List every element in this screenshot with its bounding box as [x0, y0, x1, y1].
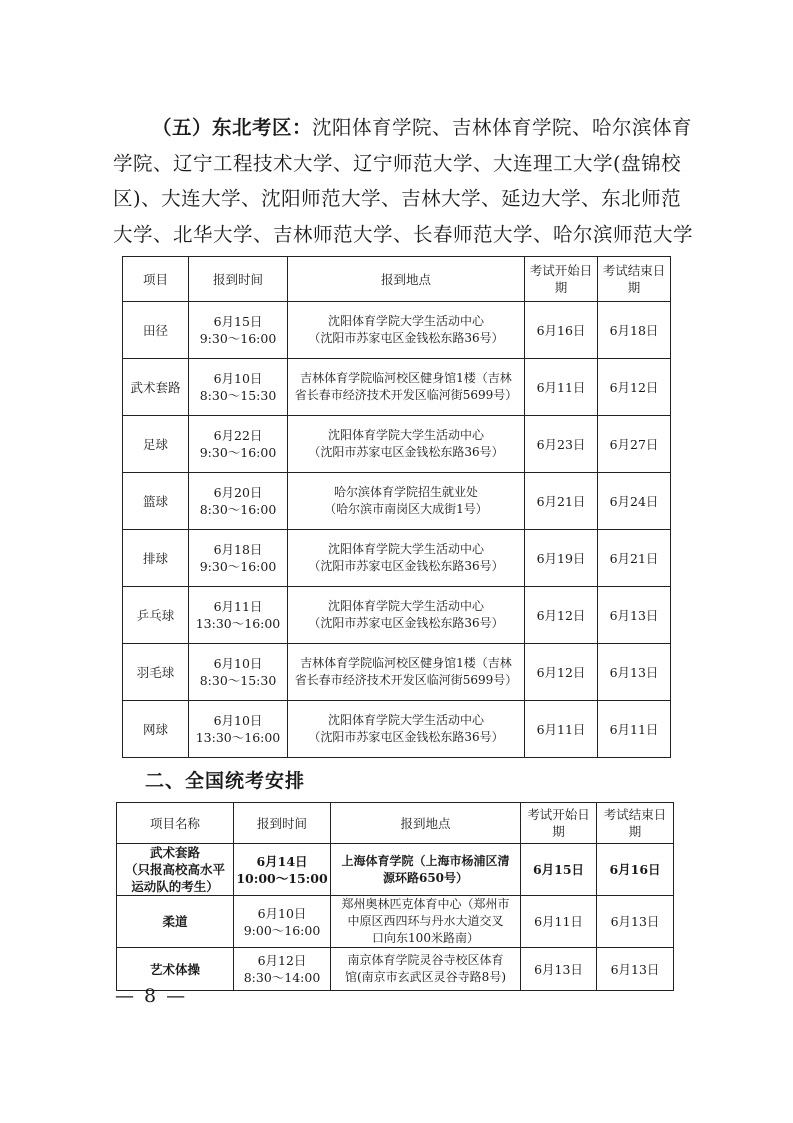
table-row [117, 948, 674, 991]
exam-start-date: 6月19日 [536, 550, 586, 566]
cell-item [117, 896, 234, 948]
table-row [123, 416, 671, 473]
checkin-hours: 13:30～16:00 [195, 730, 281, 745]
item-text: 柔道 [162, 914, 188, 929]
place-line: 郑州奥林匹克体育中心（郑州市 [341, 897, 510, 911]
cell-checkin-time [189, 302, 288, 359]
cell-item [123, 701, 189, 758]
exam-end-date: 6月12日 [609, 379, 659, 395]
cell-exam-end [598, 644, 671, 701]
cell-exam-end [598, 701, 671, 758]
checkin-hours: 9:30～16:00 [199, 445, 277, 460]
place-line: 沈阳体育学院大学生活动中心 [327, 713, 484, 727]
header-checkin-time: 报到时间 [189, 257, 288, 302]
checkin-hours: 10:00～15:00 [236, 870, 328, 886]
cell-item [123, 359, 189, 416]
exam-end-date: 6月27日 [609, 436, 659, 452]
header-exam-start: 考试开始日期 [525, 257, 598, 302]
table-row [117, 896, 674, 948]
place-line: 省长春市经济技术开发区临河街5699号） [294, 673, 518, 687]
place-line: 上海体育学院（上海市杨浦区清 [341, 853, 510, 868]
exam-start-date: 6月15日 [532, 862, 585, 877]
table-row [123, 359, 671, 416]
exam-end-date: 6月11日 [609, 721, 659, 737]
cell-item [123, 644, 189, 701]
place-line: 口向东100米路南） [372, 931, 479, 945]
cell-exam-end [598, 359, 671, 416]
checkin-date: 6月10日 [257, 905, 307, 921]
place-line: （哈尔滨市南岗区大成街1号） [324, 502, 488, 516]
header-checkin-time: 报到时间 [234, 803, 331, 844]
cell-checkin-time [234, 844, 331, 896]
cell-checkin-place [331, 896, 521, 948]
table-row [117, 844, 674, 896]
place-line: 沈阳体育学院大学生活动中心 [327, 428, 484, 442]
checkin-hours: 8:30～15:30 [199, 673, 277, 688]
place-line: 吉林体育学院临河校区健身馆1楼（吉林 [300, 371, 512, 385]
cell-checkin-place [288, 416, 525, 473]
table-row [123, 587, 671, 644]
cell-checkin-place [288, 530, 525, 587]
exam-end-date: 6月21日 [609, 550, 659, 566]
cell-checkin-time [189, 416, 288, 473]
exam-end-date: 6月13日 [609, 664, 659, 680]
cell-checkin-time [189, 473, 288, 530]
cell-exam-end [597, 844, 674, 896]
cell-exam-start [525, 644, 598, 701]
checkin-hours: 9:30～16:00 [199, 331, 277, 346]
checkin-date: 6月10日 [213, 371, 263, 386]
cell-checkin-time [189, 644, 288, 701]
northeast-schedule-table [122, 256, 671, 758]
cell-exam-start [525, 587, 598, 644]
exam-start-date: 6月12日 [536, 607, 586, 623]
header-exam-end: 考试结束日期 [598, 257, 671, 302]
exam-end-date: 6月24日 [609, 493, 659, 509]
checkin-date: 6月22日 [213, 428, 263, 443]
cell-checkin-time [189, 587, 288, 644]
item-text: 武术套路 [130, 379, 181, 395]
item-text: 田径 [142, 322, 168, 338]
cell-exam-end [598, 530, 671, 587]
cell-checkin-place [288, 302, 525, 359]
place-line: （沈阳市苏家屯区金钱松东路36号） [308, 331, 504, 345]
exam-start-date: 6月16日 [536, 322, 586, 338]
place-line: 沈阳体育学院大学生活动中心 [327, 542, 484, 556]
checkin-hours: 8:30～16:00 [199, 502, 277, 517]
place-line: 哈尔滨体育学院招生就业处 [333, 485, 478, 499]
cell-exam-end [598, 587, 671, 644]
checkin-date: 6月10日 [213, 656, 263, 671]
exam-end-date: 6月16日 [609, 862, 661, 877]
header-item: 项目 [123, 257, 189, 302]
cell-exam-end [597, 896, 674, 948]
place-line: （沈阳市苏家屯区金钱松东路36号） [308, 730, 504, 744]
checkin-date: 6月15日 [213, 314, 263, 329]
table-row [123, 644, 671, 701]
cell-checkin-place [288, 701, 525, 758]
cell-checkin-place [288, 587, 525, 644]
page-number: — 8 — [115, 985, 188, 1007]
cell-item [123, 302, 189, 359]
cell-exam-start [525, 701, 598, 758]
place-line: 馆(南京市玄武区灵谷寺路8号) [345, 970, 506, 984]
place-line: 南京体育学院灵谷寺校区体育 [347, 953, 504, 967]
cell-exam-start [525, 359, 598, 416]
cell-checkin-place [288, 473, 525, 530]
table-row [123, 473, 671, 530]
exam-end-date: 6月18日 [609, 322, 659, 338]
cell-exam-start [525, 473, 598, 530]
cell-exam-start [525, 302, 598, 359]
header-exam-end: 考试结束日期 [597, 803, 674, 844]
exam-start-date: 6月12日 [536, 664, 586, 680]
exam-start-date: 6月21日 [536, 493, 586, 509]
item-note: 运动队的考生） [131, 879, 219, 894]
cell-item [123, 416, 189, 473]
cell-exam-start [521, 844, 597, 896]
item-text: 武术套路 [149, 845, 200, 860]
item-text: 乒乓球 [136, 607, 175, 623]
exam-end-date: 6月13日 [610, 914, 660, 929]
checkin-hours: 13:30～16:00 [195, 616, 281, 631]
cell-item [123, 473, 189, 530]
cell-exam-end [598, 416, 671, 473]
table-row [123, 530, 671, 587]
cell-checkin-time [189, 530, 288, 587]
header-exam-start: 考试开始日期 [521, 803, 597, 844]
intro-paragraph [113, 110, 693, 252]
exam-start-date: 6月23日 [536, 436, 586, 452]
place-line: （沈阳市苏家屯区金钱松东路36号） [308, 559, 504, 573]
place-line: 吉林体育学院临河校区健身馆1楼（吉林 [300, 656, 512, 670]
place-line: （沈阳市苏家屯区金钱松东路36号） [308, 616, 504, 630]
checkin-hours: 8:30～15:30 [199, 388, 277, 403]
checkin-hours: 8:30～14:00 [243, 970, 321, 985]
header-item-name: 项目名称 [117, 803, 234, 844]
region-heading: （五）东北考区： [152, 116, 313, 139]
header-checkin-place: 报到地点 [288, 257, 525, 302]
exam-start-date: 6月13日 [534, 961, 583, 977]
national-schedule-table [116, 802, 674, 991]
checkin-date: 6月11日 [213, 599, 263, 614]
cell-checkin-place [331, 844, 521, 896]
cell-checkin-place [288, 644, 525, 701]
cell-checkin-time [189, 359, 288, 416]
table-header-row [123, 257, 671, 302]
cell-exam-start [525, 416, 598, 473]
checkin-date: 6月20日 [213, 485, 263, 500]
exam-start-date: 6月11日 [536, 379, 586, 395]
place-line: 中原区西四环与丹水大道交叉 [347, 914, 504, 928]
cell-checkin-time [234, 948, 331, 991]
cell-checkin-time [234, 896, 331, 948]
cell-checkin-place [288, 359, 525, 416]
cell-item [123, 530, 189, 587]
item-note: （只报高校高水平 [124, 862, 225, 877]
cell-checkin-place [331, 948, 521, 991]
exam-end-date: 6月13日 [609, 607, 659, 623]
cell-exam-start [521, 896, 597, 948]
place-line: （沈阳市苏家屯区金钱松东路36号） [308, 445, 504, 459]
table-row [123, 302, 671, 359]
item-text: 网球 [142, 721, 168, 737]
cell-exam-end [598, 302, 671, 359]
place-line: 沈阳体育学院大学生活动中心 [327, 599, 484, 613]
item-text: 排球 [142, 550, 168, 566]
cell-exam-end [598, 473, 671, 530]
cell-checkin-time [189, 701, 288, 758]
item-text: 足球 [142, 436, 168, 452]
exam-start-date: 6月11日 [536, 721, 586, 737]
exam-end-date: 6月13日 [610, 961, 660, 977]
exam-start-date: 6月11日 [534, 914, 583, 929]
checkin-date: 6月18日 [213, 542, 263, 557]
cell-exam-start [521, 948, 597, 991]
checkin-hours: 9:30～16:00 [199, 559, 277, 574]
checkin-hours: 9:00～16:00 [243, 922, 321, 938]
place-line: 沈阳体育学院大学生活动中心 [327, 314, 484, 328]
table-header-row [117, 803, 674, 844]
university-list: 沈阳体育学院、吉林体育学院、哈尔滨体育学院、辽宁工程技术大学、辽宁师范大学、大连理工大学(盘锦校区)、大连大学、沈阳师范大学、吉林大学、延边大学、东北师范大学、北华大学、吉林师范大学、长春师范大学、哈尔滨师范大学 [113, 116, 694, 246]
cell-item [123, 587, 189, 644]
item-text: 篮球 [142, 493, 168, 509]
cell-exam-end [597, 948, 674, 991]
header-checkin-place: 报到地点 [331, 803, 521, 844]
place-line: 省长春市经济技术开发区临河街5699号） [294, 388, 518, 402]
item-text: 羽毛球 [136, 664, 175, 680]
checkin-date: 6月12日 [257, 953, 307, 968]
checkin-date: 6月10日 [213, 713, 263, 728]
table-row [123, 701, 671, 758]
cell-exam-start [525, 530, 598, 587]
section-title: 二、全国统考安排 [145, 770, 306, 792]
place-line: 源环路650号） [382, 870, 469, 885]
item-text: 艺术体操 [149, 961, 200, 977]
cell-item [117, 844, 234, 896]
checkin-date: 6月14日 [256, 853, 308, 869]
